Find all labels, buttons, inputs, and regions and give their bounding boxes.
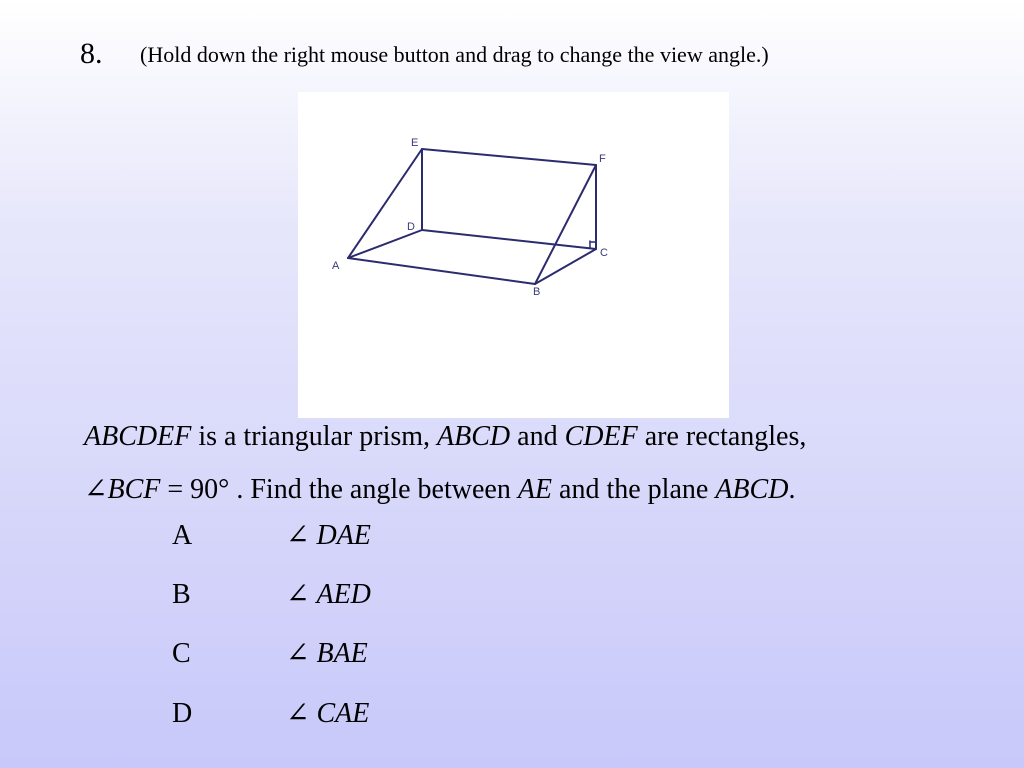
statement-text-2: and bbox=[510, 421, 565, 452]
vertex-label-c: C bbox=[600, 247, 608, 259]
option-letter: C bbox=[172, 638, 191, 669]
option-letter: A bbox=[172, 520, 193, 551]
edge-da bbox=[348, 230, 422, 258]
question-number: 8. bbox=[80, 37, 103, 70]
option-letter: B bbox=[172, 579, 191, 610]
angle-icon: ∠ bbox=[286, 579, 310, 610]
angle-icon: ∠ bbox=[286, 698, 310, 729]
edge-cd bbox=[422, 230, 596, 249]
option-angle-name: CAE bbox=[316, 698, 370, 729]
option-angle-name: BAE bbox=[316, 638, 368, 669]
option-angle-name: AED bbox=[316, 579, 371, 610]
statement-text-5: and the plane bbox=[552, 474, 716, 505]
statement-text-1: is a triangular prism, bbox=[191, 421, 438, 452]
angle-icon: ∠ bbox=[286, 520, 310, 551]
vertex-label-b: B bbox=[533, 286, 541, 298]
statement-text-3: are rectangles, bbox=[637, 421, 807, 452]
edge-ab bbox=[348, 258, 535, 284]
vertex-label-a: A bbox=[332, 260, 340, 272]
option-angle-name: DAE bbox=[316, 520, 371, 551]
instruction-text: (Hold down the right mouse button and drag to change the view angle.) bbox=[140, 42, 769, 67]
line-ae: AE bbox=[517, 474, 553, 505]
statement-period: . bbox=[788, 474, 796, 505]
statement-line-1 bbox=[84, 419, 806, 455]
vertex-label-f: F bbox=[599, 153, 606, 165]
prism-figure[interactable] bbox=[298, 92, 729, 418]
option-angle bbox=[286, 518, 371, 554]
option-letter: D bbox=[172, 698, 193, 729]
statement-line-2 bbox=[84, 472, 795, 508]
statement-text-4: = 90° . Find the angle between bbox=[160, 474, 518, 505]
rectangle-abcd: ABCD bbox=[437, 421, 511, 452]
prism-name: ABCDEF bbox=[84, 421, 192, 452]
rectangle-cdef: CDEF bbox=[564, 421, 638, 452]
edge-ae bbox=[348, 149, 422, 258]
plane-abcd: ABCD bbox=[715, 474, 789, 505]
angle-icon: ∠ bbox=[286, 638, 310, 669]
vertex-label-d: D bbox=[407, 221, 415, 233]
option-angle bbox=[286, 696, 369, 732]
option-angle bbox=[286, 577, 371, 613]
angle-icon: ∠ bbox=[84, 474, 108, 505]
angle-bcf: BCF bbox=[107, 474, 161, 505]
prism-diagram[interactable] bbox=[298, 92, 729, 418]
vertex-label-e: E bbox=[411, 137, 419, 149]
option-angle bbox=[286, 636, 368, 672]
edge-ef bbox=[422, 149, 596, 165]
